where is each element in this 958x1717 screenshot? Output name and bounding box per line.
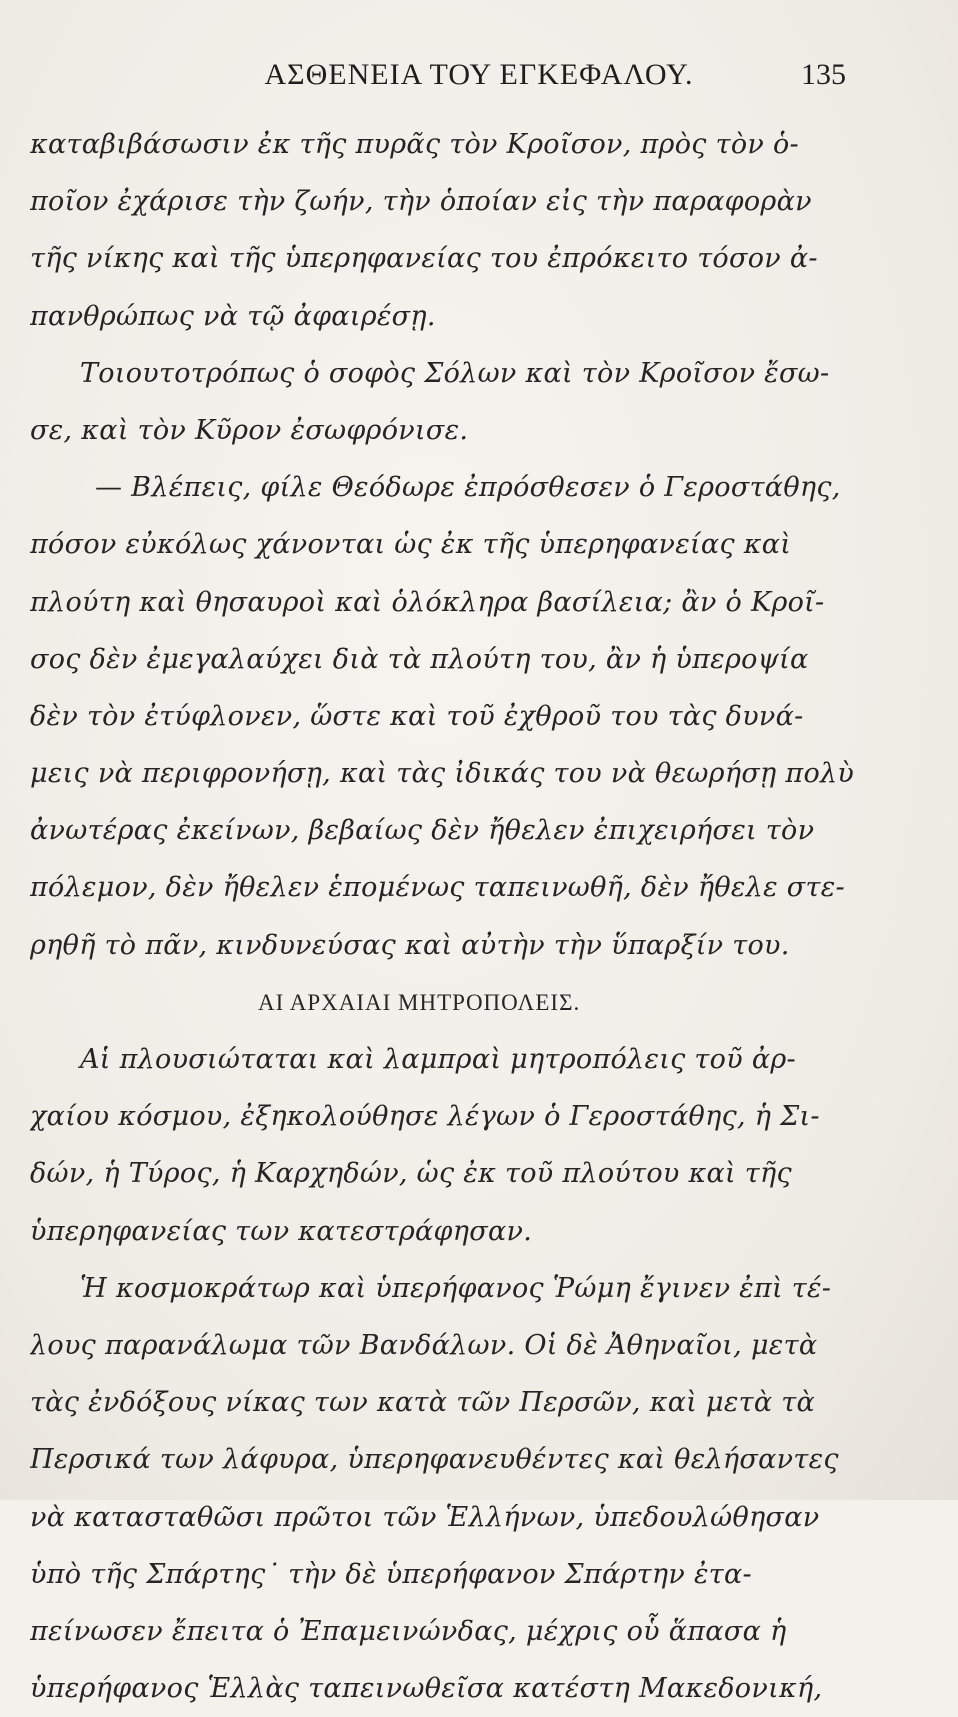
text-line: μεις νὰ περιφρονήσῃ, καὶ τὰς ἰδικάς του νὰ θεωρήσῃ πολὺ — [30, 758, 855, 790]
body-text — [30, 116, 860, 1717]
page-number: 135 — [801, 58, 846, 91]
text-line: ὑπὸ τῆς Σπάρτης˙ τὴν δὲ ὑπερήφανον Σπάρτην ἐτα- — [30, 1558, 752, 1590]
text-line: νὰ κατασταθῶσι πρῶτοι τῶν Ἑλλήνων, ὑπεδουλώθησαν — [30, 1501, 820, 1533]
text-line: πόλεμον, δὲν ἤθελεν ἑπομένως ταπεινωθῆ, δὲν ἤθελε στε- — [30, 872, 845, 904]
text-line: πανθρώπως νὰ τῷ ἀφαιρέσῃ. — [30, 300, 436, 332]
text-line: ποῖον ἐχάρισε τὴν ζωήν, τὴν ὁποίαν εἰς τὴν παραφορὰν — [30, 186, 812, 218]
text-line: σε, καὶ τὸν Κῦρον ἐσωφρόνισε. — [30, 414, 469, 446]
text-line: καταβιβάσωσιν ἐκ τῆς πυρᾶς τὸν Κροῖσον, πρὸς τὸν ὁ- — [30, 129, 799, 160]
text-line: πόσον εὐκόλως χάνονται ὡς ἐκ τῆς ὑπερηφανείας καὶ — [30, 529, 792, 561]
text-line: τῆς νίκης καὶ τῆς ὑπερηφανείας του ἐπρόκειτο τόσον ἀ- — [30, 243, 818, 275]
section-heading: ΑΙ ΑΡΧΑΙΑΙ ΜΗΤΡΟΠΟΛΕΙΣ. — [258, 989, 581, 1015]
text-line: λους παρανάλωμα τῶν Βανδάλων. Οἱ δὲ Ἀθηναῖοι, μετὰ — [30, 1329, 818, 1361]
text-line: πλούτη καὶ θησαυροὶ καὶ ὁλόκληρα βασίλεια; ἂν ὁ Κροῖ- — [30, 586, 825, 618]
text-line: σος δὲν ἐμεγαλαύχει διὰ τὰ πλούτη του, ἂν ἡ ὑπεροψία — [30, 643, 809, 675]
text-line: ὑπερηφανείας των κατεστράφησαν. — [30, 1215, 533, 1247]
text-line: Ἡ κοσμοκράτωρ καὶ ὑπερήφανος Ῥώμη ἔγινεν ἐπὶ τέ- — [80, 1272, 832, 1304]
text-line: χαίου κόσμου, ἐξηκολούθησε λέγων ὁ Γεροστάθης, ἡ Σι- — [30, 1101, 820, 1133]
text-line: δὲν τὸν ἐτύφλονεν, ὥστε καὶ τοῦ ἐχθροῦ του τὰς δυνά- — [30, 700, 804, 732]
text-line: Αἱ πλουσιώταται καὶ λαμπραὶ μητροπόλεις τοῦ ἀρ- — [80, 1044, 796, 1075]
text-line: Τοιουτοτρόπως ὁ σοφὸς Σόλων καὶ τὸν Κροῖσον ἔσω- — [80, 357, 830, 389]
text-line: πείνωσεν ἔπειτα ὁ Ἐπαμεινώνδας, μέχρις οὗ ἅπασα ἡ — [30, 1615, 787, 1647]
page-header — [0, 58, 958, 108]
text-line: τὰς ἐνδόξους νίκας των κατὰ τῶν Περσῶν, καὶ μετὰ τὰ — [30, 1387, 816, 1419]
text-line: ρηθῆ τὸ πᾶν, κινδυνεύσας καὶ αὐτὴν τὴν ὕπαρξίν του. — [30, 929, 790, 961]
text-line: Περσικά των λάφυρα, ὑπερηφανευθέντες καὶ θελήσαντες — [30, 1444, 839, 1476]
text-line: — Βλέπεις, φίλε Θεόδωρε ἐπρόσθεσεν ὁ Γεροστάθης, — [95, 472, 841, 504]
text-line: ἀνωτέρας ἐκείνων, βεβαίως δὲν ἤθελεν ἐπιχειρήσει τὸν — [30, 815, 815, 847]
text-line: ὑπερήφανος Ἑλλὰς ταπεινωθεῖσα κατέστη Μακεδονική, — [30, 1673, 823, 1705]
text-line: δών, ἡ Τύρος, ἡ Καρχηδών, ὡς ἐκ τοῦ πλούτου καὶ τῆς — [30, 1158, 792, 1190]
running-head: ΑΣΘΕΝΕΙΑ ΤΟΥ ΕΓΚΕΦΑΛΟΥ. — [264, 58, 694, 91]
